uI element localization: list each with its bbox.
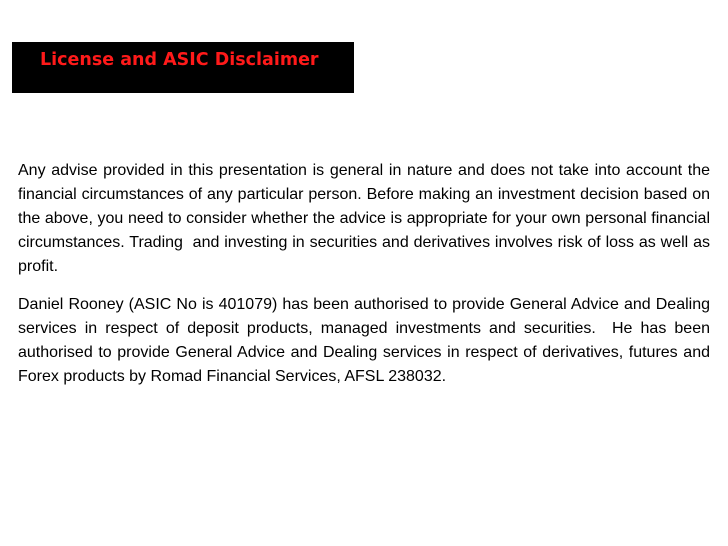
slide-title: License and ASIC Disclaimer xyxy=(40,50,319,70)
disclaimer-body xyxy=(18,159,715,389)
title-banner xyxy=(12,42,354,93)
disclaimer-paragraph-authorisation: Daniel Rooney (ASIC No is 401079) has been authorised to provide General Advice and Dealing services in respect of deposit products, managed investments and securities. He has been authorised to provide General Advice and Dealing services in respect of derivatives, futures and Forex products by Romad Financial Services, AFSL 238032. xyxy=(18,296,715,385)
disclaimer-paragraph-general: Any advise provided in this presentation is general in nature and does not take into account the financial circumstances of any particular person. Before making an investment decision based on the above, you need to consider whether the advice is appropriate for your own personal financial circumstances. Trading and investing in securities and derivatives involves risk of loss as well as profit. xyxy=(18,162,715,275)
